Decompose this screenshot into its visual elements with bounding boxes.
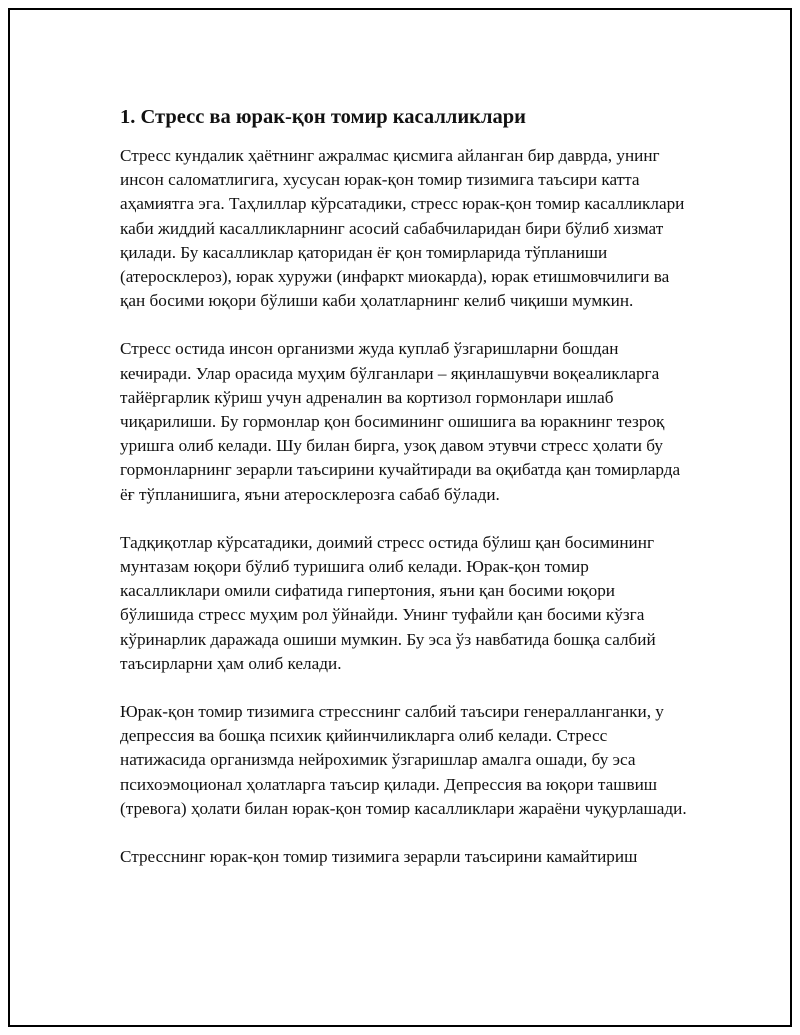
paragraph-2: Стресс остида инсон организми жуда куплаб ўзгаришларни бошдан кечиради. Улар орасида муҳим бўлганлари – яқинлашувчи воқеаликларга тайёргарлик кўриш учун адреналин ва кортизол гормонлари ишлаб чиқарилиши. Бу гормонлар қон босимининг ошишига ва юракнинг тезроқ уришга олиб келади. Шу билан бирга, узоқ давом этувчи стресс ҳолати бу гормонларнинг зерарли таъсирини кучайтиради ва оқибатда қан томирларда ёғ тўпланишига, яъни атеросклерозга сабаб бўлади. — [120, 339, 681, 504]
paragraph-3: Тадқиқотлар кўрсатадики, доимий стресс остида бўлиш қан босимининг мунтазам юқори бўлиб туришига олиб келади. Юрак-қон томир касалликлари омили сифатида гипертония, яъни қан босими юқори бўлишида стресс муҳим рол ўйнайди. Унинг туфайли қан босими кўзга кўринарлик даражада ошиши мумкин. Бу эса ўз навбатида бошқа салбий таъсирларни ҳам олиб келади. — [120, 532, 656, 673]
paragraph-5: Стресснинг юрак-қон томир тизимига зерарли таъсирини камайтириш — [120, 847, 638, 867]
paragraph-1: Стресс кундалик ҳаётнинг ажралмас қисмига айланган бир даврда, унинг инсон саломатлигига, хусусан юрак-қон томир тизимига таъсири катта аҳамиятга эга. Таҳлиллар кўрсатадики, стресс юрак-қон томир касалликлари каби жиддий касалликларнинг асосий сабабчиларидан бири бўлиб хизмат қилади. Бу касалликлар қаторидан ёғ қон томирларида тўпланиши (атеросклероз), юрак хуружи (инфаркт миокарда), юрак етишмовчилиги ва қан босими юқори бўлиши каби ҳолатларнинг келиб чиқиши мумкин. — [120, 146, 685, 311]
page-frame — [8, 8, 792, 1027]
document-body — [120, 102, 690, 893]
section-heading: 1. Стресс ва юрак-қон томир касалликлари — [120, 106, 526, 128]
paragraph-4: Юрак-қон томир тизимига стресснинг салбий таъсири генералланганки, у депрессия ва бошқа психик қийинчиликларга олиб келади. Стресс натижасида организмда нейрохимик ўзгаришлар амалга ошади, бу эса психоэмоционал ҳолатларга таъсир қилади. Депрессия ва юқори ташвиш (тревога) ҳолати билан юрак-қон томир касалликлари жараёни чуқурлашади. — [120, 702, 687, 818]
